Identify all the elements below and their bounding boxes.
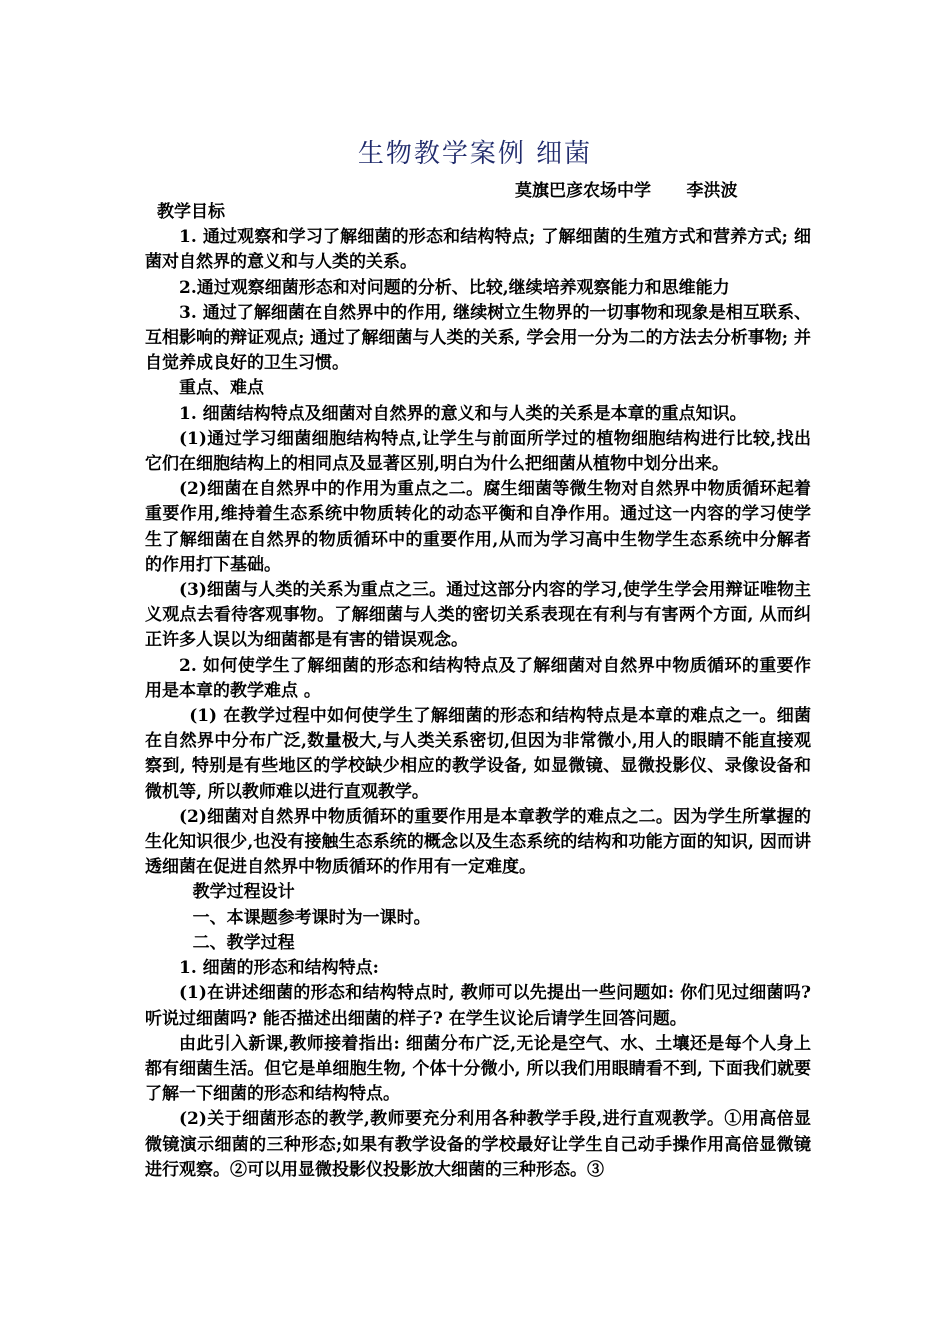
paragraph: 1. 通过观察和学习了解细菌的形态和结构特点; 了解细菌的生殖方式和营养方式; 细菌对自然界的意义和与人类的关系。 (145, 227, 811, 273)
paragraph: 教学过程设计 (192, 882, 295, 903)
paragraph: 由此引入新课,教师接着指出: 细菌分布广泛,无论是空气、水、土壤还是每个人身上都有细菌生活。但它是单细胞生物, 个体十分微小, 所以我们用眼睛看不到, 下面我们就要了解一下细菌的形态和结构特点。 (145, 1033, 811, 1105)
paragraph: 重点、难点 (179, 378, 264, 399)
paragraph: (3)细菌与人类的关系为重点之三。通过这部分内容的学习,使学生学会用辩证唯物主义观点去看待客观事物。了解细菌与人类的密切关系表现在有利与有害两个方面, 从而纠正许多人误以为细菌都是有害的错误观念。 (145, 580, 811, 651)
paragraph: 一、本课题参考课时为一课时。 (192, 907, 431, 928)
paragraph: 2.通过观察细菌形态和对问题的分析、比较,继续培养观察能力和思维能力 (179, 277, 730, 298)
document-body (145, 200, 811, 1183)
paragraph: (1)在讲述细菌的形态和结构特点时, 教师可以先提出一些问题如: 你们见过细菌吗? 听说过细菌吗? 能否描述出细菌的样子? 在学生议论后请学生回答问题。 (145, 983, 811, 1029)
paragraph: (1)通过学习细菌细胞结构特点,让学生与前面所学过的植物细胞结构进行比较,找出它们在细胞结构上的相同点及显著区别,明白为什么把细菌从植物中划分出来。 (145, 428, 811, 475)
paragraph: 2. 如何使学生了解细菌的形态和结构特点及了解细菌对自然界中物质循环的重要作用是本章的教学难点 。 (145, 655, 811, 701)
paragraph: 二、教学过程 (192, 932, 295, 953)
paragraph: 教学目标 (157, 202, 225, 222)
author-line: 莫旗巴彦农场中学 李洪波 (515, 181, 738, 201)
paragraph: 3. 通过了解细菌在自然界中的作用, 继续树立生物界的一切事物和现象是相互联系、互相影响的辩证观点; 通过了解细菌与人类的关系, 学会用一分为二的方法去分析事物; 并自觉养成良好的卫生习惯。 (145, 302, 811, 374)
page-title: 生物教学案例 细菌 (357, 139, 593, 169)
paragraph: (2)细菌对自然界中物质循环的重要作用是本章教学的难点之二。因为学生所掌握的生化知识很少,也没有接触生态系统的概念以及生态系统的结构和功能方面的知识, 因而讲透细菌在促进自然界中物质循环的作用有一定难度。 (145, 806, 811, 878)
paragraph: (2)关于细菌形态的教学,教师要充分利用各种教学手段,进行直观教学。①用高倍显微镜演示细菌的三种形态;如果有教学设备的学校最好让学生自己动手操作用高倍显微镜进行观察。②可以用显微投影仪投影放大细菌的三种形态。③ (145, 1109, 811, 1180)
paragraph: (1) 在教学过程中如何使学生了解细菌的形态和结构特点是本章的难点之一。细菌在自然界中分布广泛,数量极大,与人类关系密切,但因为非常微小,用人的眼睛不能直接观察到, 特别是有些地区的学校缺少相应的教学设备, 如显微镜、显微投影仪、录像设备和微机等, 所以教师难以进行直观教学。 (145, 706, 811, 802)
paragraph: 1. 细菌结构特点及细菌对自然界的意义和与人类的关系是本章的重点知识。 (179, 403, 747, 424)
paragraph: 1. 细菌的形态和结构特点: (179, 958, 379, 979)
paragraph: (2)细菌在自然界中的作用为重点之二。腐生细菌等微生物对自然界中物质循环起着重要作用,维持着生态系统中物质转化的动态平衡和自净作用。通过这一内容的学习使学生了解细菌在自然界的物质循环中的重要作用,从而为学习高中生物学生态系统中分解者的作用打下基础。 (145, 479, 811, 575)
